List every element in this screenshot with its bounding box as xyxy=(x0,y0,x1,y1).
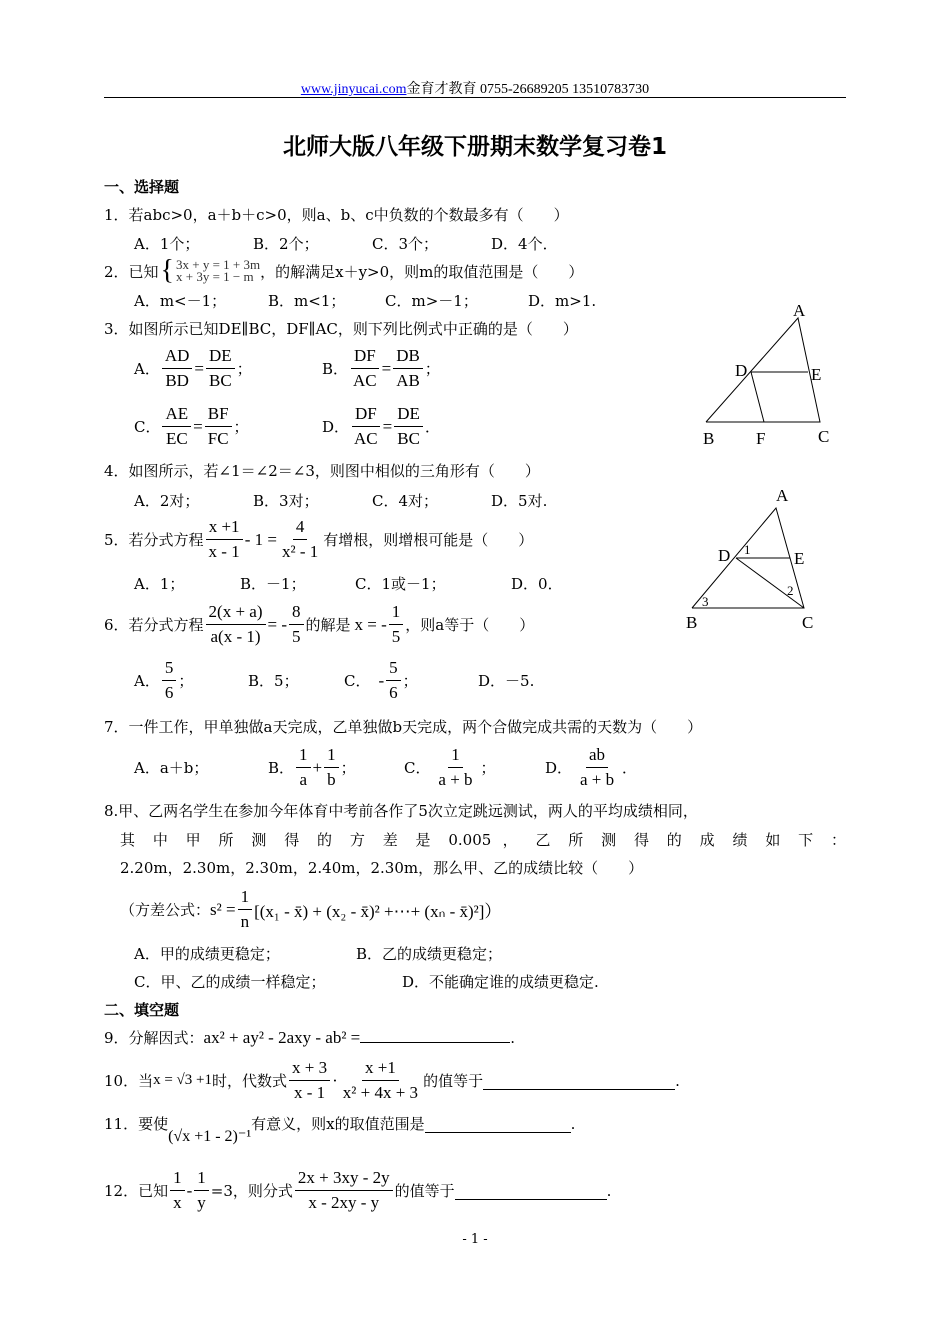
q3-option-a xyxy=(134,344,252,393)
q10-frac1 xyxy=(289,1056,330,1105)
q8-option-b: B．乙的成绩更稳定； xyxy=(356,945,503,963)
q3-option-d xyxy=(322,402,440,451)
q3-a-frac1 xyxy=(162,344,193,393)
q10-pre: 10．当 xyxy=(104,1072,154,1090)
q3-option-b xyxy=(322,344,440,393)
q3-d-end: ． xyxy=(424,418,440,436)
q7-b-label: B． xyxy=(268,759,295,777)
q3-option-c xyxy=(134,402,249,451)
q3-c-frac1 xyxy=(162,402,191,451)
q3-b-label: B． xyxy=(322,360,349,378)
den: BC xyxy=(397,429,420,448)
den: a(x - 1) xyxy=(210,627,261,646)
num: DF xyxy=(351,344,379,369)
q2-pre: 2．已知 xyxy=(104,262,159,281)
q8-formula-pre: （方差公式： xyxy=(120,901,211,919)
equals: = xyxy=(381,358,392,378)
section-heading-choice: 一、选择题 xyxy=(104,178,180,196)
q5-frac1 xyxy=(206,515,243,564)
q6-option-b: B．5； xyxy=(248,672,299,690)
question-8-line2: 其 中 甲 所 测 得 的 方 差 是 0.005 ， 乙 所 测 得 的 成 绩 如 下 ： xyxy=(120,831,846,849)
fig1-label-c: C xyxy=(818,427,830,446)
figure-2-triangle xyxy=(680,482,830,634)
fig1-triangle-abc xyxy=(706,318,820,422)
q6-a-end: ； xyxy=(178,672,194,690)
q7-option-b xyxy=(268,743,356,792)
fig2-angle-2: 2 xyxy=(787,583,794,598)
q7-d-end: ． xyxy=(622,759,638,777)
q9-end: . xyxy=(510,1029,516,1047)
den: 6 xyxy=(389,683,398,702)
q7-b-end: ； xyxy=(340,759,356,777)
den: x² + 4x + 3 xyxy=(342,1083,419,1102)
q12-end: . xyxy=(606,1181,612,1200)
question-8-line1: 8.甲、乙两名学生在参加今年体育中考前各作了5次立定跳远测试，两人的平均成绩相同， xyxy=(104,802,698,820)
equals: = xyxy=(382,416,393,436)
q10-post: 的值等于 xyxy=(423,1072,484,1090)
q6-post2: ，则a等于（ ） xyxy=(405,616,535,634)
q5-option-b: B．－1； xyxy=(240,575,306,593)
q3-c-end: ； xyxy=(233,418,249,436)
den: x - 2xy - y xyxy=(308,1193,380,1212)
q4-option-d: D．5对. xyxy=(491,492,548,510)
num: AD xyxy=(162,344,193,369)
q10-mid: 时，代数式 xyxy=(212,1072,288,1090)
num: 2(x + a) xyxy=(206,600,266,625)
den: a + b xyxy=(438,770,473,789)
q9-expr: ax² + ay² - 2axy - ab² = xyxy=(203,1028,361,1047)
num: 5 xyxy=(162,656,177,681)
q6-a-label: A． xyxy=(134,672,160,690)
q5-option-a: A．1； xyxy=(134,575,185,593)
q5-option-c: C．1或－1； xyxy=(355,575,446,593)
question-4: 4．如图所示，若∠1＝∠2＝∠3，则图中相似的三角形有（ ） xyxy=(104,462,540,480)
den: 6 xyxy=(164,683,174,702)
q7-d-label: D． xyxy=(545,759,573,777)
den: 5 xyxy=(391,627,401,646)
num: x +1 xyxy=(362,1056,399,1081)
den: AC xyxy=(353,371,377,390)
q7-b-plus: + xyxy=(312,757,323,777)
q8-formula-frac xyxy=(238,885,253,934)
q12-frac2 xyxy=(194,1166,209,1215)
q5-post: 有增根，则增根可能是（ ） xyxy=(323,531,534,549)
den: FC xyxy=(207,429,229,448)
question-12 xyxy=(104,1166,611,1215)
question-1: 1．若abc>0，a＋b＋c>0，则a、b、c中负数的个数最多有（ ） xyxy=(104,206,569,224)
q12-eq: =3，则分式 xyxy=(210,1182,293,1200)
q12-frac1 xyxy=(170,1166,185,1215)
q2-eq2: x + 3y = 1 − m xyxy=(176,269,254,284)
q6-xeq: x = - xyxy=(354,614,387,634)
q11-answer-blank[interactable] xyxy=(425,1114,571,1133)
question-5 xyxy=(104,515,533,564)
q3-c-frac2 xyxy=(205,402,232,451)
section-heading-fill: 二、填空题 xyxy=(104,1001,180,1019)
q7-c-end: ； xyxy=(480,759,496,777)
den: AC xyxy=(354,429,378,448)
fig2-angle-3: 3 xyxy=(702,594,709,609)
q6-c-label: C． xyxy=(344,672,371,690)
num: BF xyxy=(205,402,232,427)
q5-mid: - 1 = xyxy=(244,529,277,549)
fig1-label-d: D xyxy=(735,361,748,380)
q11-end: . xyxy=(570,1114,576,1133)
q7-option-a: A．a＋b； xyxy=(134,759,209,777)
q6-c-end: ； xyxy=(402,672,418,690)
den: x² - 1 xyxy=(281,542,319,561)
fig1-label-b: B xyxy=(703,429,715,448)
q7-c-frac xyxy=(432,743,478,792)
q12-frac3 xyxy=(295,1166,393,1215)
fig1-label-f: F xyxy=(756,429,766,448)
num: x + 3 xyxy=(289,1056,330,1081)
q2-post: ，的解满足x＋y>0，则m的取值范围是（ ） xyxy=(260,262,584,281)
q10-frac2 xyxy=(340,1056,421,1105)
q11-pre: 11．要使 xyxy=(104,1115,169,1133)
question-11 xyxy=(104,1113,576,1145)
num: 1 xyxy=(324,743,339,768)
fig2-label-c: C xyxy=(802,613,814,632)
page-number: - 1 - xyxy=(462,1232,488,1247)
q3-d-frac2 xyxy=(394,402,423,451)
den: b xyxy=(327,770,336,789)
num: DF xyxy=(352,402,380,427)
q3-d-label: D． xyxy=(322,418,350,436)
q6-pre: 6．若分式方程 xyxy=(104,616,204,634)
question-6 xyxy=(104,600,534,649)
q7-option-c xyxy=(404,743,496,792)
num: 1 xyxy=(238,885,253,910)
num: 1 xyxy=(194,1166,209,1191)
num: 1 xyxy=(448,743,463,768)
den: 5 xyxy=(292,627,301,646)
den: BD xyxy=(165,371,189,390)
page-title: 北师大版八年级下册期末数学复习卷1 xyxy=(282,134,667,160)
q3-d-frac1 xyxy=(351,402,381,451)
q12-answer-blank[interactable] xyxy=(455,1181,607,1200)
den: AB xyxy=(396,371,420,390)
q5-option-d: D．0． xyxy=(511,575,563,593)
question-3: 3．如图所示已知DE∥BC，DF∥AC，则下列比例式中正确的是（ ） xyxy=(104,320,578,338)
equals: = xyxy=(193,416,203,436)
q12-post: 的值等于 xyxy=(394,1182,455,1200)
fig2-label-a: A xyxy=(776,486,789,505)
q3-b-end: ； xyxy=(424,360,440,378)
q2-option-b: B．m<1； xyxy=(268,292,346,310)
den: a + b xyxy=(579,770,615,789)
question-10 xyxy=(104,1056,680,1105)
num: 4 xyxy=(293,515,308,540)
question-8-line3: 2.20m，2.30m，2.30m，2.40m，2.30m，那么甲、乙的成绩比较（ ） xyxy=(120,859,644,877)
q12-pre: 12．已知 xyxy=(104,1182,169,1200)
header-org: 金育才教育 0755-26689205 13510783730 xyxy=(406,82,650,97)
num: 2x + 3xy - 2y xyxy=(295,1166,393,1191)
fig1-label-a: A xyxy=(793,301,806,320)
q6-frac3 xyxy=(389,600,404,649)
q1-option-d: D．4个． xyxy=(491,235,558,253)
q5-pre: 5．若分式方程 xyxy=(104,531,204,549)
den: BC xyxy=(209,371,232,390)
q2-option-d: D．m>1. xyxy=(528,292,597,310)
q1-option-c: C．3个； xyxy=(372,235,439,253)
q3-b-frac1 xyxy=(350,344,380,393)
q8-option-d: D．不能确定谁的成绩更稳定. xyxy=(402,973,599,991)
question-9 xyxy=(104,1027,515,1048)
q7-c-label: C． xyxy=(404,759,431,777)
q10-end: . xyxy=(675,1071,680,1090)
num: 8 xyxy=(289,600,304,625)
q10-x: x = √3 +1 xyxy=(153,1072,212,1088)
q6-a-frac xyxy=(162,656,177,705)
q2-eq1: 3x + y = 1 + 3m xyxy=(176,257,261,272)
q7-option-d xyxy=(545,743,637,792)
q2-system xyxy=(176,259,260,283)
q2-option-a: A．m<－1； xyxy=(134,292,227,310)
q3-a-end: ； xyxy=(236,360,252,378)
q6-c-minus: - xyxy=(378,670,385,690)
q10-dot: · xyxy=(332,1070,338,1090)
q3-a-label: A． xyxy=(134,360,160,378)
q4-option-b: B．3对； xyxy=(253,492,319,510)
q8-formula-body: [(x₁ - x̄) + (x₂ - x̄)² +⋯+ (xₙ - x̄)²]） xyxy=(254,902,502,921)
q8-formula-lhs: s² = xyxy=(210,899,236,919)
num: ab xyxy=(586,743,608,768)
q6-option-d: D．－5. xyxy=(478,672,535,690)
q12-minus: - xyxy=(186,1180,193,1200)
q2-brace: { xyxy=(160,255,174,286)
q5-frac2 xyxy=(279,515,321,564)
den: x - 1 xyxy=(293,1083,326,1102)
q10-answer-blank[interactable] xyxy=(483,1071,675,1090)
den: x - 1 xyxy=(208,542,240,561)
page-header xyxy=(0,78,950,98)
q6-mid: = - xyxy=(267,614,288,634)
q1-option-a: A．1个； xyxy=(134,235,200,253)
q6-post1: 的解是 xyxy=(305,616,351,634)
q3-b-frac2 xyxy=(393,344,423,393)
num: 1 xyxy=(389,600,404,625)
num: AE xyxy=(162,402,191,427)
fig2-label-e: E xyxy=(794,549,805,568)
num: DB xyxy=(393,344,423,369)
den: a xyxy=(299,770,308,789)
question-2 xyxy=(104,257,583,285)
fig2-angle-1: 1 xyxy=(744,542,751,557)
num: 5 xyxy=(386,656,401,681)
header-rule xyxy=(104,97,846,98)
q11-post: 有意义，则x的取值范围是 xyxy=(251,1115,425,1133)
q8-formula xyxy=(120,885,501,934)
q6-option-c xyxy=(344,656,418,705)
q1-option-b: B．2个； xyxy=(253,235,319,253)
q8-option-a: A．甲的成绩更稳定； xyxy=(134,945,280,963)
num: 1 xyxy=(296,743,311,768)
q11-expr: (√x +1 - 2)⁻¹ xyxy=(168,1127,252,1145)
q6-frac1 xyxy=(206,600,266,649)
header-link[interactable]: www.jinyucai.com xyxy=(300,82,407,97)
q4-option-c: C．4对； xyxy=(372,492,439,510)
q7-d-frac xyxy=(574,743,620,792)
q3-a-frac2 xyxy=(206,344,235,393)
question-7: 7．一件工作，甲单独做a天完成，乙单独做b天完成，两个合做完成共需的天数为（ ） xyxy=(104,718,703,736)
den: n xyxy=(240,912,250,931)
num: DE xyxy=(206,344,235,369)
fig2-label-b: B xyxy=(686,613,698,632)
q6-option-a xyxy=(134,656,193,705)
den: EC xyxy=(165,429,188,448)
equals: = xyxy=(194,358,204,378)
q3-c-label: C． xyxy=(134,418,161,436)
q2-option-c: C．m>－1； xyxy=(385,292,478,310)
fig2-label-d: D xyxy=(718,546,731,565)
num: x +1 xyxy=(206,515,243,540)
q8-option-c: C．甲、乙的成绩一样稳定； xyxy=(134,973,326,991)
q4-option-a: A．2对； xyxy=(134,492,200,510)
q6-c-frac xyxy=(386,656,401,705)
num: DE xyxy=(394,402,423,427)
den: x xyxy=(173,1193,182,1212)
num: 1 xyxy=(170,1166,185,1191)
q9-answer-blank[interactable] xyxy=(360,1042,510,1043)
q7-b-frac1 xyxy=(296,743,311,792)
den: y xyxy=(197,1193,206,1212)
fig1-line-df xyxy=(751,372,764,422)
q9-pre: 9．分解因式： xyxy=(104,1029,204,1047)
figure-1-triangle xyxy=(698,296,843,456)
q7-b-frac2 xyxy=(324,743,339,792)
fig1-label-e: E xyxy=(811,365,822,384)
q6-frac2 xyxy=(289,600,304,649)
